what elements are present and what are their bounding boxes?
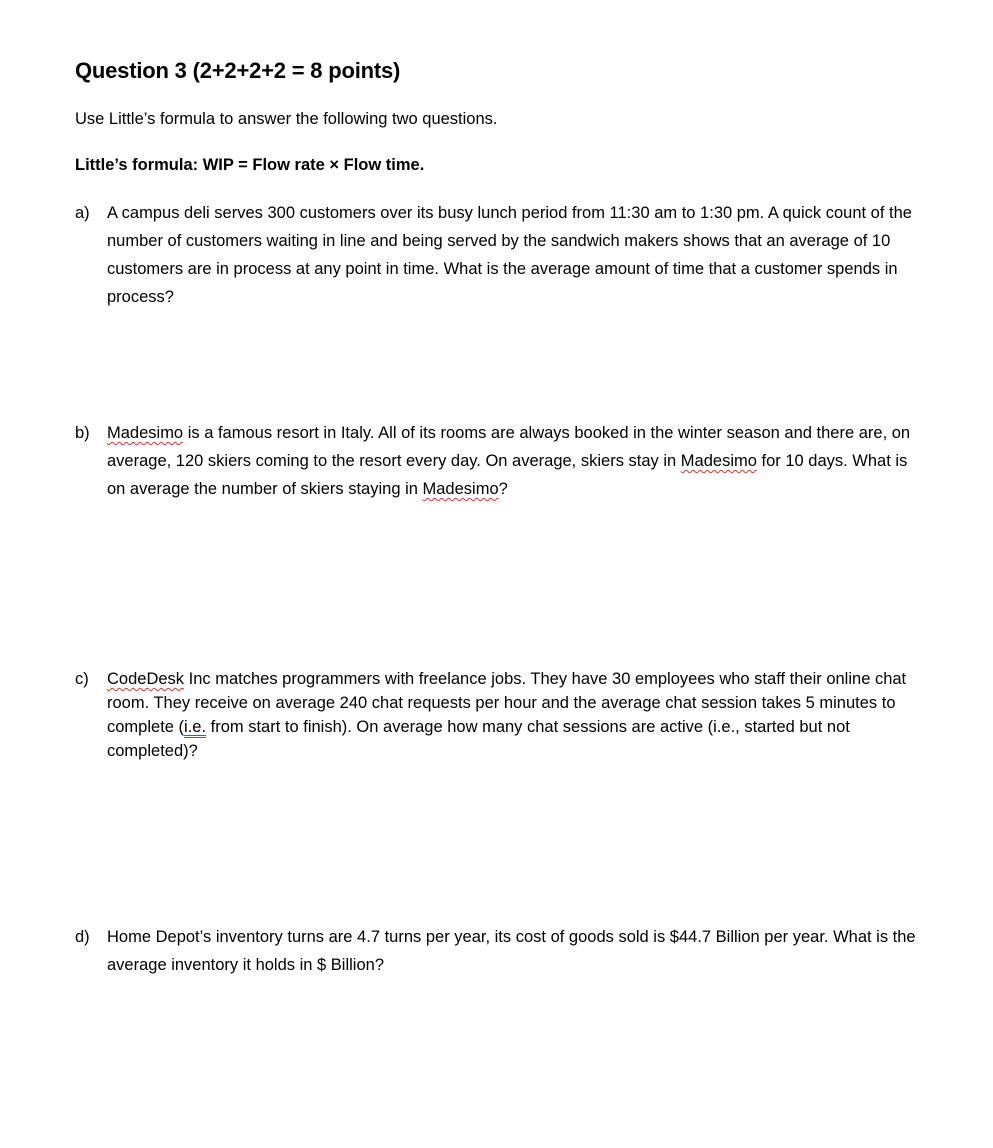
question-title: Question 3 (2+2+2+2 = 8 points) xyxy=(75,58,401,83)
question-b-text: Madesimo is a famous resort in Italy. All of its rooms are always booked in the winter season and there are, on average, 120 skiers coming to the resort every day. On average, skiers stay in Madesimo for 10 days. What is on average the number of skiers staying in Madesimo? xyxy=(107,424,911,498)
question-a-marker: a) xyxy=(75,204,90,222)
question-d-text: Home Depot’s inventory turns are 4.7 turns per year, its cost of goods sold is $44.7 Billion per year. What is the average inventory it holds in $ Billion? xyxy=(107,928,916,974)
spelling-flag-madesimo: Madesimo xyxy=(680,452,757,470)
question-c-text: CodeDesk Inc matches programmers with freelance jobs. They have 30 employees who staff their online chat room. They receive on average 240 chat requests per hour and the average chat session takes 5 minutes to complete (i.e. from start to finish). On average how many chat sessions are active (i.e., started but not completed)? xyxy=(107,670,907,760)
intro-text: Use Little’s formula to answer the following two questions. xyxy=(75,110,498,128)
question-a-text: A campus deli serves 300 customers over its busy lunch period from 11:30 am to 1:30 pm. A quick count of the number of customers waiting in line and being served by the sandwich makers shows that an average of 10 customers are in process at any point in time. What is the average amount of time that a customer spends in process? xyxy=(107,204,912,306)
question-c-marker: c) xyxy=(75,670,89,688)
spelling-flag-codedesk: CodeDesk xyxy=(107,670,185,688)
question-b-marker: b) xyxy=(75,424,90,442)
grammar-flag-ie: i.e. xyxy=(184,718,207,736)
spelling-flag-madesimo: Madesimo xyxy=(422,480,499,498)
spelling-flag-madesimo: Madesimo xyxy=(107,424,184,442)
question-d-marker: d) xyxy=(75,928,90,946)
formula-text: Little’s formula: WIP = Flow rate × Flow time. xyxy=(75,156,425,174)
